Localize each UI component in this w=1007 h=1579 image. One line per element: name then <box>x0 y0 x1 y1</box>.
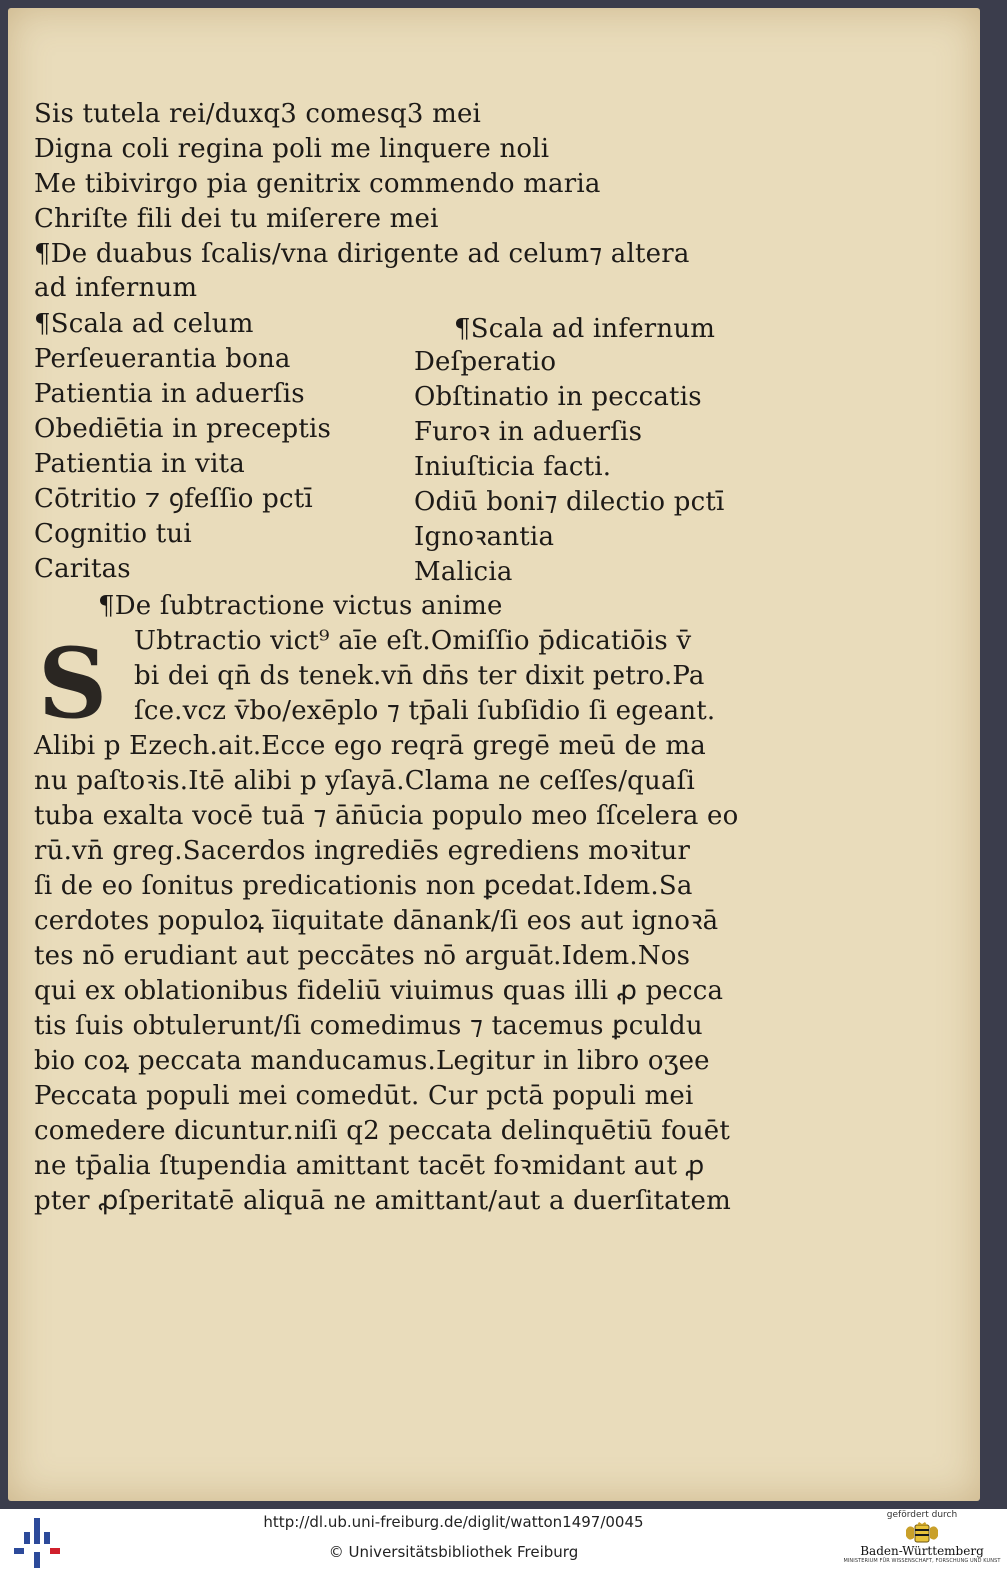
funder-ministry: MINISTERIUM FÜR WISSENSCHAFT, FORSCHUNG UND KUNST <box>843 1558 1001 1564</box>
column-left-heading: ¶Scala ad celum <box>34 309 254 339</box>
funder-logo[interactable] <box>842 1510 1002 1576</box>
body-line: bi dei qn̄ ds tenek.vn̄ dn̄s ter dixit petro.Pa <box>134 661 705 691</box>
body-line: tis ſuis obtulerunt/ſi comedimus ⁊ tacemus ꝑculdu <box>34 1011 703 1041</box>
body-line: Alibi p Ezech.ait.Ecce ego reqrā gregē meū de ma <box>34 731 706 761</box>
funder-label: gefördert durch <box>886 1510 958 1520</box>
body-line: rū.vn̄ greg.Sacerdos ingrediēs egrediens moꝛitur <box>34 836 691 866</box>
column-left-item: Patientia in aduerſis <box>34 379 305 409</box>
column-left-item: Cognitio tui <box>34 519 192 549</box>
column-right-item: Ignoꝛantia <box>414 522 555 552</box>
column-left-item: Cōtritio ⁊ ꝯfeſſio pctī <box>34 484 313 514</box>
text-line: Digna coli regina poli me linquere noli <box>34 134 550 164</box>
column-right-item: Iniuſticia facti. <box>414 452 612 482</box>
body-line: ne tp̄alia ſtupendia amittant tacēt foꝛmidant aut ꝓ <box>34 1151 705 1181</box>
permalink-url[interactable]: http://dl.ub.uni-freiburg.de/diglit/watton1497/0045 <box>263 1513 644 1531</box>
funder-name: Baden-Württemberg <box>860 1544 984 1558</box>
section-heading: ¶De ſubtractione victus anime <box>98 591 503 621</box>
body-line: Ubtractio vict⁹ aīe eſt.Omiſſio p̄dicatiōis v̄ <box>134 626 692 656</box>
body-line: cerdotes populoꝝ īiquitate dānank/ſi eos aut ignoꝛā <box>34 906 719 936</box>
column-right-item: Malicia <box>414 557 513 587</box>
text-line: Me tibivirgo pia genitrix commendo maria <box>34 169 601 199</box>
column-right-item: Odiū boni⁊ dilectio pctī <box>414 487 725 517</box>
body-line: ſce.vcz v̄bo/exēplo ⁊ tp̄ali ſubſidio ſi egeant. <box>134 696 716 726</box>
text-line: Sis tutela rei/duxq3 comesq3 mei <box>34 99 482 129</box>
body-line: qui ex oblationibus fideliū viuimus quas illi ꝓ pecca <box>34 976 724 1006</box>
body-line: tes nō erudiant aut peccātes nō arguāt.Idem.Nos <box>34 941 691 971</box>
column-right-heading: ¶Scala ad infernum <box>454 314 716 344</box>
body-line: nu paſtoꝛis.Itē alibi p yſayā.Clama ne ceſſes/quaſi <box>34 766 696 796</box>
column-right-item: Obſtinatio in peccatis <box>414 382 702 412</box>
column-left-item: Obediētia in preceptis <box>34 414 332 444</box>
column-right-item: Furoꝛ in aduerſis <box>414 417 643 447</box>
body-line: comedere dicuntur.niſi q2 peccata delinquētiū fouēt <box>34 1116 731 1146</box>
column-right-item: Deſperatio <box>414 347 557 377</box>
body-line: bio coꝝ peccata manducamus.Legitur in libro oʒee <box>34 1046 710 1076</box>
text-line: ¶De duabus ſcalis/vna dirigente ad celum⁊ altera <box>34 239 690 269</box>
column-left-item: Perſeuerantia bona <box>34 344 291 374</box>
body-line: ſi de eo ſonitus predicationis non ꝑcedat.Idem.Sa <box>34 871 693 901</box>
body-line: Peccata populi mei comedūt. Cur pctā populi mei <box>34 1081 694 1111</box>
column-left-item: Caritas <box>34 554 131 584</box>
body-line: tuba exalta vocē tuā ⁊ ān̄ūcia populo meo ſſcelera eo <box>34 801 739 831</box>
copyright-notice: © Universitätsbibliothek Freiburg <box>328 1543 579 1561</box>
text-line: Chriſte fili dei tu miſerere mei <box>34 204 439 234</box>
text-line: ad infernum <box>34 273 198 303</box>
body-line: pter ꝓſperitatē aliquā ne amittant/aut a duerſitatem <box>34 1186 731 1216</box>
coat-of-arms-icon <box>902 1522 942 1544</box>
column-left-item: Patientia in vita <box>34 449 245 479</box>
decorated-initial: S <box>38 627 108 740</box>
scanned-page <box>8 8 980 1501</box>
